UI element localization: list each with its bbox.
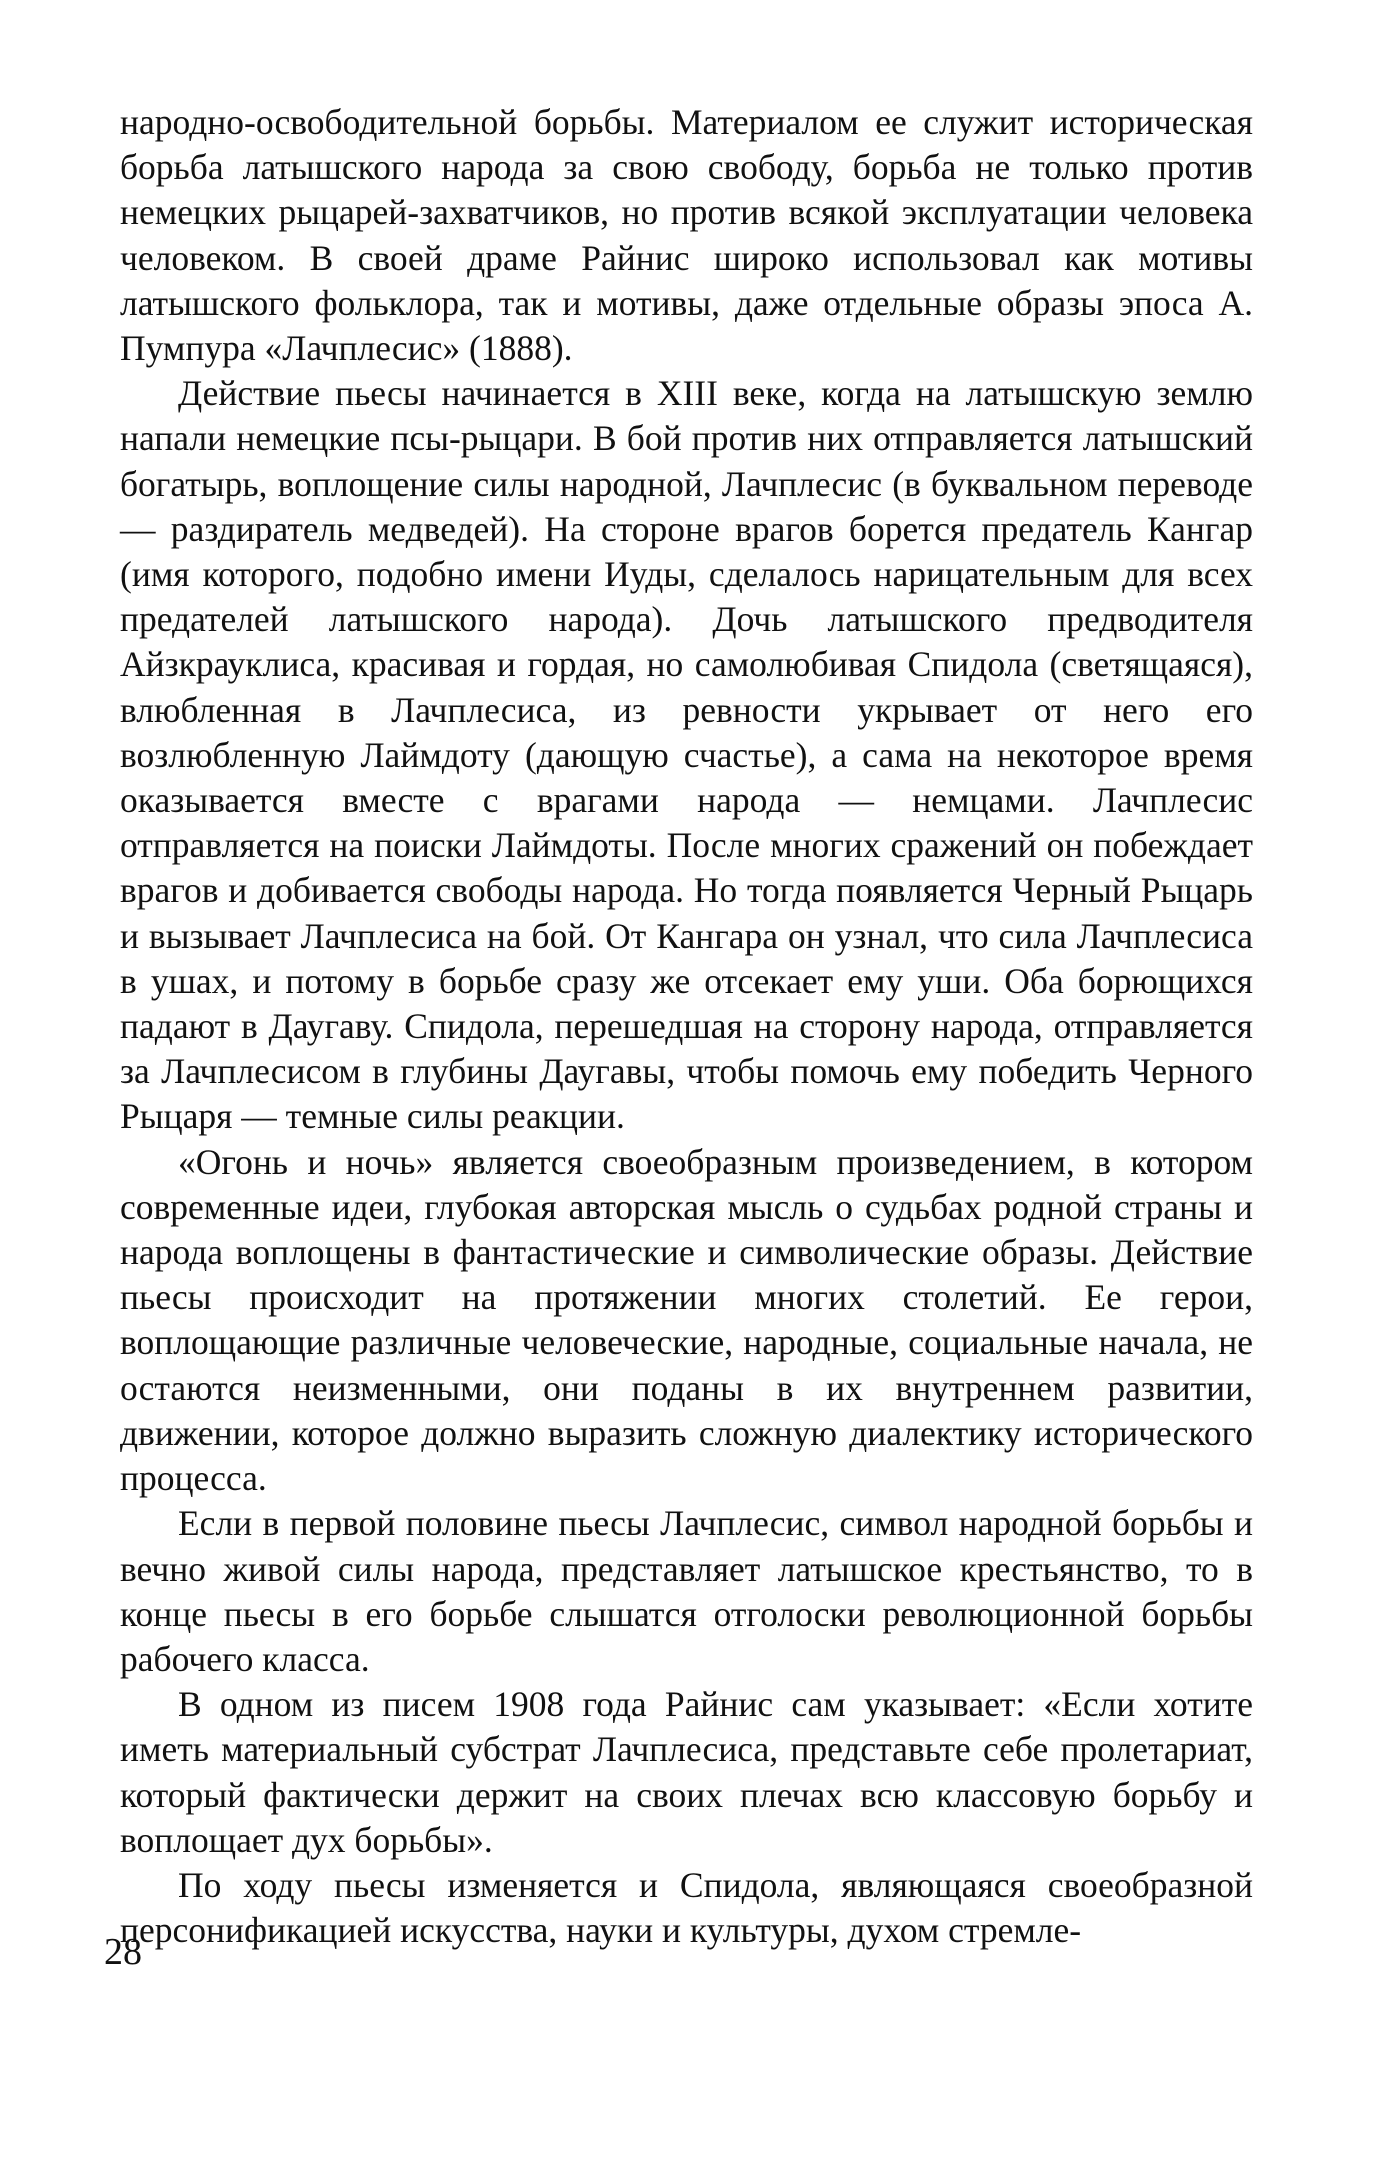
page-number: 28 <box>104 1931 142 1973</box>
paragraph-spidola: По ходу пьесы изменяется и Спидола, являющаяся своеобразной персонификацией искусства, науки и культуры, духом стремле- <box>120 1864 1253 1951</box>
paragraph-rainis-letter: В одном из писем 1908 года Райнис сам указывает: «Если хотите иметь материальный субстрат Лачплесиса, представьте себе пролетариат, который фактически держит на своих плечах всю классовую борьбу и воплощает дух борьбы». <box>120 1684 1253 1860</box>
paragraph-plot-summary: Действие пьесы начинается в XIII веке, когда на латышскую землю напали немецкие псы-рыцари. В бой против них отправляется латышский богатырь, воплощение силы народной, Лачплесис (в буквальном переводе — раздиратель медведей). На стороне врагов борется предатель Кангар (имя которого, подобно имени Иуды, сделалось нарицательным для всех предателей латышского народа). Дочь латышского предводителя Айзкрауклиса, красивая и гордая, но самолюбивая Спидола (светящаяся), влюбленная в Лачплесиса, из ревности укрывает от него его возлюбленную Лаймдоту (дающую счастье), а сама на некоторое время оказывается вместе с врагами народа — немцами. Лачплесис отправляется на поиски Лаймдоты. После многих сражений он побеждает врагов и добивается свободы народа. Но тогда появляется Черный Рыцарь и вызывает Лачплесиса на бой. От Кангара он узнал, что сила Лачплесиса в ушах, и потому в борьбе сразу же отсекает ему уши. Оба борющихся падают в Даугаву. Спидола, перешедшая на сторону народа, отправляется за Лачплесисом в глубины Даугавы, чтобы помочь ему победить Черного Рыцаря — темные силы реакции. <box>120 373 1253 1137</box>
paragraph-lachplesis-symbol: Если в первой половине пьесы Лачплесис, символ народной борьбы и вечно живой силы народа, представляет латышское крестьянство, то в конце пьесы в его борьбе слышатся отголоски революционной борьбы рабочего класса. <box>120 1503 1253 1679</box>
paragraph-play-analysis: «Огонь и ночь» является своеобразным произведением, в котором современные идеи, глубокая авторская мысль о судьбах родной страны и народа воплощены в фантастические и символические образы. Действие пьесы происходит на протяжении многих столетий. Ее герои, воплощающие различные человеческие, народные, социальные начала, не остаются неизменными, они поданы в их внутреннем развитии, движении, которое должно выразить сложную диалектику исторического процесса. <box>120 1141 1253 1499</box>
book-page <box>120 100 1253 2100</box>
body-text <box>120 100 1253 1953</box>
paragraph-continuation: народно-освободительной борьбы. Материалом ее служит историческая борьба латышского народа за свою свободу, борьба не только против немецких рыцарей-захватчиков, но против всякой эксплуатации человека человеком. В своей драме Райнис широко использовал как мотивы латышского фольклора, так и мотивы, даже отдельные образы эпоса А. Пумпура «Лачплесис» (1888). <box>120 102 1253 369</box>
